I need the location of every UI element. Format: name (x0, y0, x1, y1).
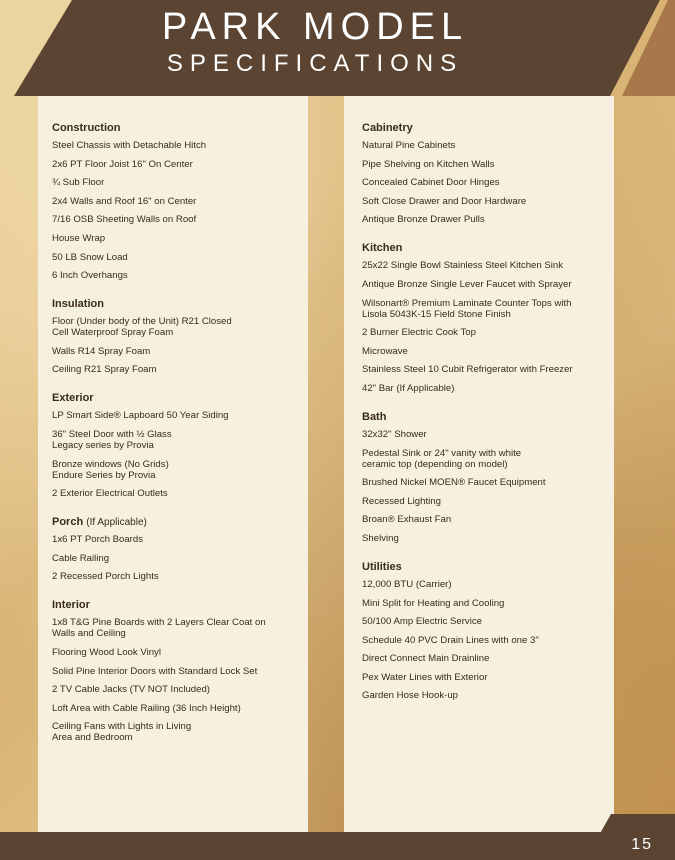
spec-item: 7/16 OSB Sheeting Walls on Roof (52, 214, 197, 226)
section-heading (52, 599, 302, 611)
page-subtitle: SPECIFICATIONS (166, 50, 464, 77)
spec-item: 2 TV Cable Jacks (TV NOT Included) (52, 684, 211, 696)
spec-item: Loft Area with Cable Railing (36 Inch Height) (52, 702, 241, 714)
section-heading-text: Interior (52, 599, 90, 612)
footer-bar (0, 832, 675, 860)
spec-item: 2x4 Walls and Roof 16" on Center (52, 195, 197, 207)
section-heading-text: Insulation (52, 298, 104, 311)
section-heading-text: Exterior (52, 392, 94, 405)
section-heading-text: Cabinetry (362, 122, 413, 134)
spec-section-construction (52, 122, 302, 281)
spec-item: ¾ Sub Floor (52, 177, 105, 189)
spec-item: 2 Burner Electric Cook Top (362, 327, 476, 339)
spec-item: 2 Exterior Electrical Outlets (52, 488, 168, 500)
section-heading-text: Kitchen (362, 242, 403, 255)
spec-item: Brushed Nickel MOEN® Faucet Equipment (362, 477, 546, 489)
spec-item: 25x22 Single Bowl Stainless Steel Kitchen Sink (362, 260, 564, 272)
spec-item: 2x6 PT Floor Joist 16" On Center (52, 158, 193, 170)
spec-item: Bronze windows (No Grids) Endure Series by Provia (52, 458, 169, 481)
spec-section-interior (52, 599, 302, 743)
spec-item: Antique Bronze Single Lever Faucet with Sprayer (362, 278, 572, 290)
spec-item: Ceiling R21 Spray Foam (52, 364, 157, 376)
section-heading (362, 561, 608, 573)
section-heading (52, 392, 302, 404)
spec-section-bath (362, 411, 608, 544)
spec-item: Cable Railing (52, 552, 110, 564)
spec-section-kitchen (362, 242, 608, 394)
left-spec-column (52, 122, 302, 760)
spec-item: Pedestal Sink or 24" vanity with white ceramic top (depending on model) (362, 447, 522, 470)
section-heading (52, 298, 302, 310)
footer-tab (585, 814, 675, 860)
spec-item: 1x8 T&G Pine Boards with 2 Layers Clear Coat on Walls and Ceiling (52, 617, 266, 640)
spec-item: House Wrap (52, 232, 106, 244)
section-heading (52, 516, 302, 528)
section-heading-text: Utilities (362, 560, 402, 573)
spec-item: Floor (Under body of the Unit) R21 Closed Cell Waterproof Spray Foam (52, 316, 232, 339)
spec-item: Steel Chassis with Detachable Hitch (52, 140, 207, 151)
spec-item: Pipe Shelving on Kitchen Walls (362, 158, 495, 170)
spec-item: 50 LB Snow Load (52, 251, 128, 263)
spec-item: Recessed Lighting (362, 495, 441, 507)
spec-item: Mini Split for Heating and Cooling (362, 597, 505, 609)
spec-item: Ceiling Fans with Lights in Living Area and Bedroom (52, 721, 192, 744)
spec-item: Microwave (362, 345, 408, 357)
spec-section-porch (52, 516, 302, 582)
section-heading-text: Construction (52, 122, 121, 134)
spec-item: Walls R14 Spray Foam (52, 345, 151, 357)
spec-item: Soft Close Drawer and Door Hardware (362, 195, 527, 207)
spec-item: Flooring Wood Look Vinyl (52, 646, 161, 658)
spec-item: 36" Steel Door with ½ Glass Legacy series by Provia (52, 428, 172, 451)
spec-item: Shelving (362, 532, 399, 544)
spec-section-insulation (52, 298, 302, 375)
section-heading (362, 122, 608, 134)
section-heading-text: Porch (52, 516, 84, 529)
page-number: 15 (631, 836, 653, 853)
section-heading (362, 411, 608, 423)
right-spec-column (362, 122, 608, 718)
spec-item: Solid Pine Interior Doors with Standard Lock Set (52, 665, 258, 677)
header-banner (0, 0, 675, 96)
spec-item: Broan® Exhaust Fan (362, 514, 452, 526)
spec-item: Pex Water Lines with Exterior (362, 671, 488, 683)
spec-item: Wilsonart® Premium Laminate Counter Tops with Lisola 5043K-15 Field Stone Finish (362, 297, 572, 320)
spec-item: Garden Hose Hook-up (362, 690, 458, 702)
spec-item: 32x32" Shower (362, 428, 427, 440)
spec-item: Concealed Cabinet Door Hinges (362, 177, 500, 189)
section-heading (362, 242, 608, 254)
section-heading-text: Bath (362, 410, 387, 423)
spec-item: 2 Recessed Porch Lights (52, 571, 159, 583)
section-note: (If Applicable) (86, 517, 147, 529)
spec-item: 42" Bar (If Applicable) (362, 382, 455, 394)
spec-section-exterior (52, 392, 302, 499)
spec-item: Schedule 40 PVC Drain Lines with one 3" (362, 634, 539, 646)
section-heading (52, 122, 302, 134)
spec-item: 1x6 PT Porch Boards (52, 534, 144, 546)
page-title: PARK MODEL (161, 6, 469, 48)
spec-section-cabinetry (362, 122, 608, 225)
spec-item: Antique Bronze Drawer Pulls (362, 214, 485, 226)
spec-item: 6 Inch Overhangs (52, 270, 128, 282)
spec-item: LP Smart Side® Lapboard 50 Year Siding (52, 410, 229, 422)
spec-section-utilities (362, 561, 608, 702)
spec-item: 50/100 Amp Electric Service (362, 616, 482, 628)
spec-item: Direct Connect Main Drainline (362, 653, 490, 665)
spec-item: 12,000 BTU (Carrier) (362, 578, 452, 590)
spec-item: Stainless Steel 10 Cubit Refrigerator with Freezer (362, 364, 573, 376)
spec-item: Natural Pine Cabinets (362, 140, 456, 151)
